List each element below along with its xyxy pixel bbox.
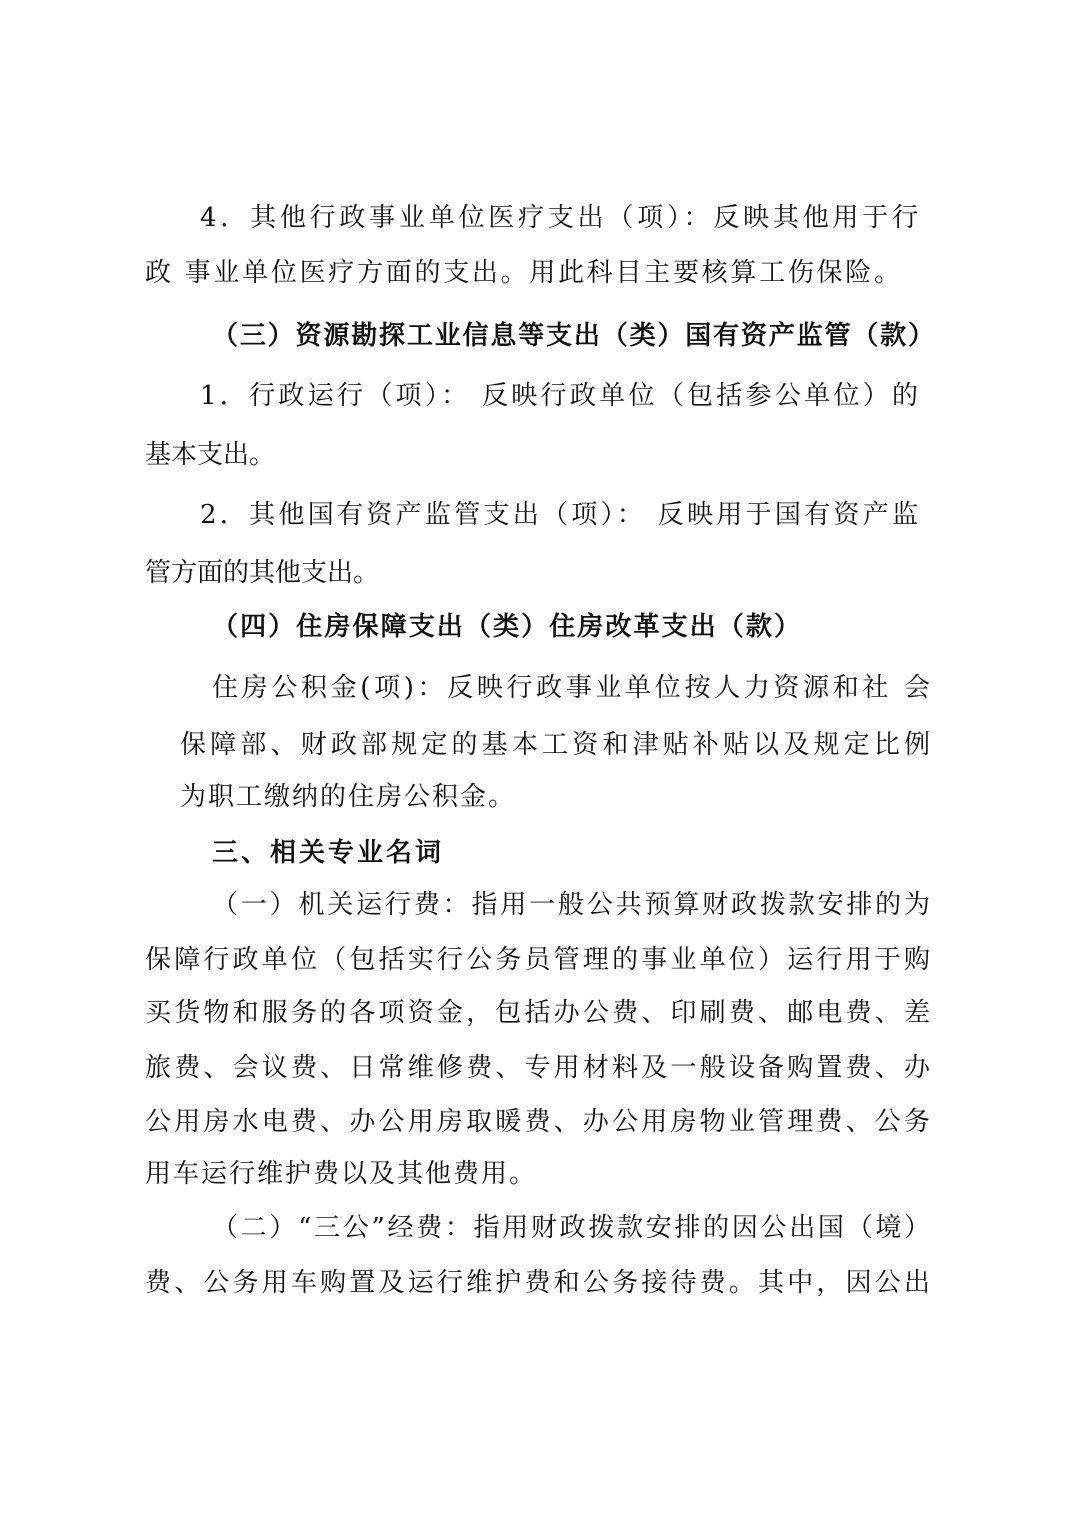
- paragraph-line: （二）“三公”经费：指用财政拨款安排的因公出国（境）: [212, 1213, 930, 1243]
- section-heading: 三、相关专业名词: [212, 838, 445, 868]
- paragraph-line: 1．行政运行（项）： 反映行政单位（包括参公单位）的: [200, 381, 918, 411]
- paragraph-line: 住房公积金(项)：反映行政事业单位按人力资源和社 会: [212, 673, 930, 703]
- paragraph-line: 基本支出。: [145, 440, 276, 470]
- paragraph-line: 政 事业单位医疗方面的支出。用此科目主要核算工伤保险。: [145, 258, 900, 288]
- paragraph-line: 为职工缴纳的住房公积金。: [180, 782, 517, 812]
- section-heading: （三）资源勘探工业信息等支出（类）国有资产监管（款）: [212, 321, 934, 351]
- paragraph-line: 用车运行维护费以及其他费用。: [145, 1159, 538, 1189]
- paragraph-line: 保障行政单位（包括实行公务员管理的事业单位）运行用于购: [145, 945, 930, 975]
- paragraph-line: 买货物和服务的各项资金，包括办公费、印刷费、邮电费、差: [145, 998, 930, 1028]
- paragraph-line: 4．其他行政事业单位医疗支出（项）：反映其他用于行: [200, 203, 918, 233]
- paragraph-line: 2．其他国有资产监管支出（项）： 反映用于国有资产监: [200, 500, 918, 530]
- paragraph-line: 旅费、会议费、日常维修费、专用材料及一般设备购置费、办: [145, 1053, 930, 1083]
- paragraph-line: 保障部、财政部规定的基本工资和津贴补贴以及规定比例: [180, 730, 930, 760]
- section-heading: （四）住房保障支出（类）住房改革支出（款）: [212, 612, 800, 642]
- paragraph-line: 公用房水电费、办公用房取暖费、办公用房物业管理费、公务: [145, 1107, 930, 1137]
- paragraph-line: 管方面的其他支出。: [145, 558, 380, 588]
- paragraph-line: 费、公务用车购置及运行维护费和公务接待费。其中，因公出: [145, 1268, 930, 1298]
- paragraph-line: （一）机关运行费：指用一般公共预算财政拨款安排的为: [212, 890, 930, 920]
